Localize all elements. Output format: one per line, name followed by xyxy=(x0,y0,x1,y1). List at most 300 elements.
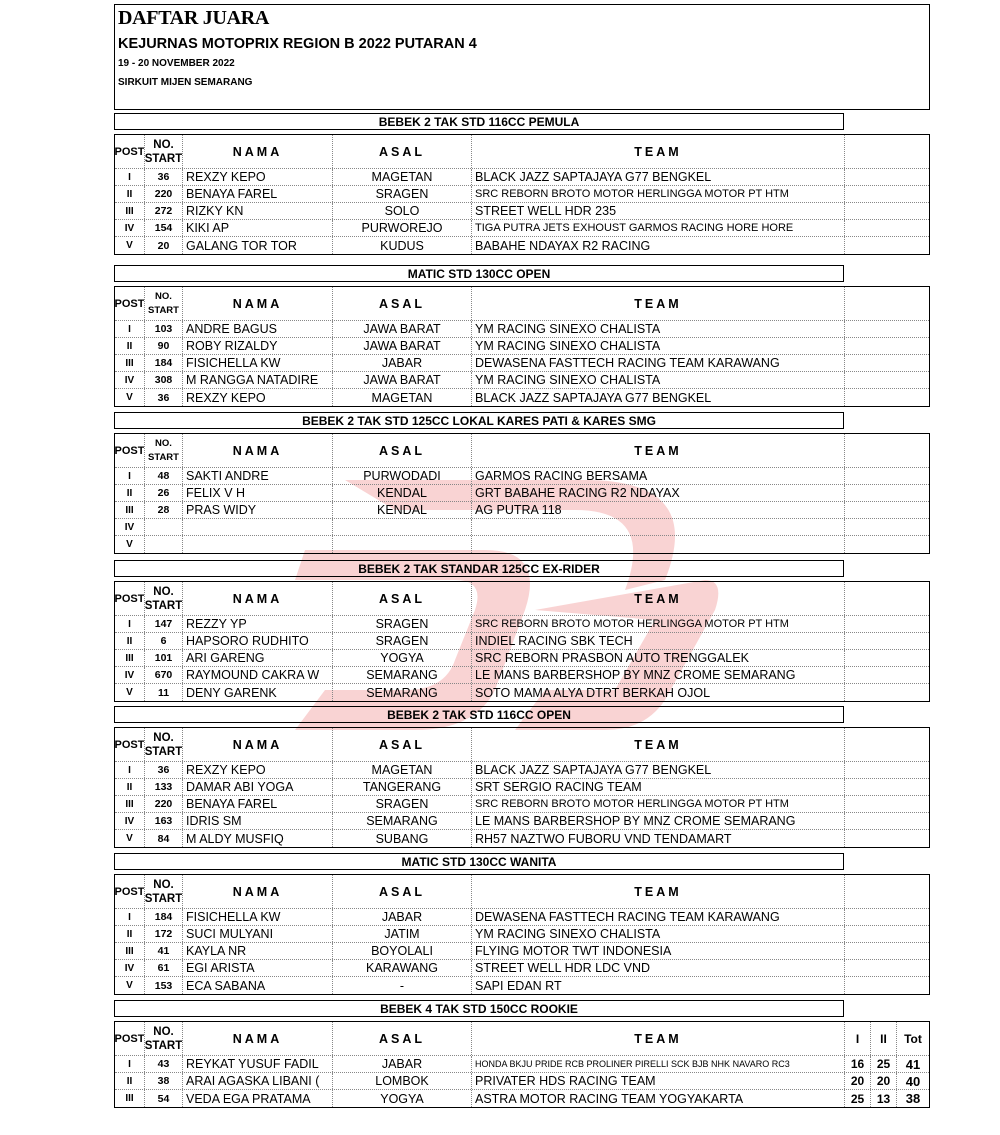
start-number: 272 xyxy=(145,203,183,219)
rider-team: SOTO MAMA ALYA DTRT BERKAH OJOL xyxy=(472,684,845,701)
table-row xyxy=(115,1073,929,1090)
rider-origin: MAGETAN xyxy=(333,389,472,406)
rider-name: ANDRE BAGUS xyxy=(183,321,333,337)
rider-name: HAPSORO RUDHITO xyxy=(183,633,333,649)
empty-cell xyxy=(845,616,929,632)
table-row xyxy=(115,468,929,485)
rider-name: REZZY YP xyxy=(183,616,333,632)
category-title: BEBEK 4 TAK STD 150CC ROOKIE xyxy=(114,1000,844,1017)
rider-name: SAKTI ANDRE xyxy=(183,468,333,484)
rider-origin: JABAR xyxy=(333,1056,472,1072)
empty-cell xyxy=(845,813,929,829)
empty-cell xyxy=(845,389,929,406)
start-number: 103 xyxy=(145,321,183,337)
table-row xyxy=(115,633,929,650)
empty-cell xyxy=(845,338,929,354)
table-row xyxy=(115,237,929,254)
col-header-race2: II xyxy=(871,1022,897,1055)
col-header-no: NO. xyxy=(153,585,174,598)
rider-origin: MAGETAN xyxy=(333,169,472,185)
empty-cell xyxy=(845,485,929,501)
rider-origin: TANGERANG xyxy=(333,779,472,795)
results-table xyxy=(114,134,930,255)
rider-origin: KENDAL xyxy=(333,485,472,501)
table-row xyxy=(115,909,929,926)
rider-name: KIKI AP xyxy=(183,220,333,236)
rider-origin xyxy=(333,519,472,535)
col-header-pos: POST xyxy=(115,875,145,908)
results-table xyxy=(114,1021,930,1108)
col-header-pos: POST xyxy=(115,1022,145,1055)
col-header-nama: NAMA xyxy=(183,582,333,615)
rider-team xyxy=(472,536,845,553)
empty-cell xyxy=(845,796,929,812)
col-header-race1: I xyxy=(845,1022,871,1055)
rider-origin: SUBANG xyxy=(333,830,472,847)
category-title: BEBEK 2 TAK STD 125CC LOKAL KARES PATI & KARES SMG xyxy=(114,412,844,429)
rider-team: YM RACING SINEXO CHALISTA xyxy=(472,926,845,942)
rider-team: GARMOS RACING BERSAMA xyxy=(472,468,845,484)
table-row xyxy=(115,389,929,406)
col-header-team: TEAM xyxy=(472,728,845,761)
rider-name: REXZY KEPO xyxy=(183,169,333,185)
empty-cell xyxy=(845,926,929,942)
table-header-row xyxy=(115,875,929,909)
category-title: BEBEK 2 TAK STD 116CC OPEN xyxy=(114,706,844,723)
rider-origin: JABAR xyxy=(333,909,472,925)
results-table xyxy=(114,727,930,848)
empty-cell xyxy=(845,684,929,701)
start-number: 36 xyxy=(145,389,183,406)
rider-team: BLACK JAZZ SAPTAJAYA G77 BENGKEL xyxy=(472,762,845,778)
table-row xyxy=(115,762,929,779)
start-number: 670 xyxy=(145,667,183,683)
position: III xyxy=(115,650,145,666)
rider-name: FISICHELLA KW xyxy=(183,355,333,371)
total-points: 38 xyxy=(905,1091,921,1106)
col-header-start: START xyxy=(145,892,183,905)
table-row xyxy=(115,169,929,186)
rider-origin: JAWA BARAT xyxy=(333,372,472,388)
rider-origin: MAGETAN xyxy=(333,762,472,778)
rider-origin: SRAGEN xyxy=(333,616,472,632)
table-header-row xyxy=(115,434,929,468)
col-header-team: TEAM xyxy=(472,875,845,908)
position: IV xyxy=(115,519,145,535)
position: I xyxy=(115,909,145,925)
table-header-row xyxy=(115,728,929,762)
race1-points: 16 xyxy=(845,1056,871,1072)
col-header-no: NO. xyxy=(153,878,174,891)
empty-cell xyxy=(845,667,929,683)
table-row xyxy=(115,321,929,338)
start-number: 153 xyxy=(145,977,183,994)
empty-cell xyxy=(845,186,929,202)
rider-origin: KARAWANG xyxy=(333,960,472,976)
col-header-no-start xyxy=(145,135,183,168)
category-title: BEBEK 2 TAK STANDAR 125CC EX-RIDER xyxy=(114,560,844,577)
start-number: 43 xyxy=(145,1056,183,1072)
rider-team: YM RACING SINEXO CHALISTA xyxy=(472,338,845,354)
rider-origin: KENDAL xyxy=(333,502,472,518)
position: V xyxy=(115,237,145,254)
col-header-start: START xyxy=(145,745,183,758)
empty-cell xyxy=(845,321,929,337)
empty-cell xyxy=(845,220,929,236)
position: II xyxy=(115,926,145,942)
col-header-asal: ASAL xyxy=(333,434,472,467)
rider-team: DEWASENA FASTTECH RACING TEAM KARAWANG xyxy=(472,909,845,925)
col-header-pos: POST xyxy=(115,135,145,168)
col-header-no: NO. xyxy=(153,138,174,151)
empty-cell xyxy=(845,502,929,518)
position: IV xyxy=(115,813,145,829)
rider-team: HONDA BKJU PRIDE RCB PROLINER PIRELLI SCK BJB NHK NAVARO RC3 xyxy=(472,1056,845,1072)
empty-cell xyxy=(845,169,929,185)
col-header-asal: ASAL xyxy=(333,135,472,168)
rider-name xyxy=(183,519,333,535)
rider-name: ARI GARENG xyxy=(183,650,333,666)
col-header-nama: NAMA xyxy=(183,135,333,168)
empty-cell xyxy=(845,372,929,388)
start-number: 172 xyxy=(145,926,183,942)
rider-origin: SEMARANG xyxy=(333,813,472,829)
results-section xyxy=(114,265,930,407)
col-header-team: TEAM xyxy=(472,287,845,320)
table-row xyxy=(115,519,929,536)
col-header-asal: ASAL xyxy=(333,287,472,320)
col-header-no: NO. xyxy=(153,731,174,744)
rider-name: ARAI AGASKA LIBANI ( xyxy=(183,1073,333,1089)
results-section xyxy=(114,412,930,554)
position: II xyxy=(115,485,145,501)
rider-team: LE MANS BARBERSHOP BY MNZ CROME SEMARANG xyxy=(472,667,845,683)
col-header-team: TEAM xyxy=(472,582,845,615)
col-header-no: NO. xyxy=(155,290,172,302)
col-header-start: START xyxy=(145,1039,183,1052)
position: II xyxy=(115,633,145,649)
col-header-pos: POST xyxy=(115,287,145,320)
rider-team: SRC REBORN PRASBON AUTO TRENGGALEK xyxy=(472,650,845,666)
position: V xyxy=(115,830,145,847)
col-header-no-start xyxy=(145,1022,183,1055)
table-header-row xyxy=(115,135,929,169)
position: I xyxy=(115,616,145,632)
table-row xyxy=(115,926,929,943)
empty-cell xyxy=(845,960,929,976)
race2-points: 20 xyxy=(871,1073,897,1089)
rider-origin: JAWA BARAT xyxy=(333,321,472,337)
start-number: 61 xyxy=(145,960,183,976)
results-table xyxy=(114,874,930,995)
start-number: 84 xyxy=(145,830,183,847)
start-number xyxy=(145,519,183,535)
col-header-no-start xyxy=(145,287,183,320)
category-title: MATIC STD 130CC WANITA xyxy=(114,853,844,870)
col-header-no-start xyxy=(145,875,183,908)
table-row xyxy=(115,338,929,355)
results-section xyxy=(114,560,930,702)
col-header-start: START xyxy=(148,451,179,463)
table-header-row xyxy=(115,1022,929,1056)
empty-cell xyxy=(845,977,929,994)
start-number xyxy=(145,536,183,553)
col-header-start: START xyxy=(148,304,179,316)
table-row xyxy=(115,650,929,667)
rider-team: BLACK JAZZ SAPTAJAYA G77 BENGKEL xyxy=(472,389,845,406)
rider-origin: SRAGEN xyxy=(333,186,472,202)
position: III xyxy=(115,1090,145,1107)
rider-origin: YOGYA xyxy=(333,1090,472,1107)
col-header-team: TEAM xyxy=(472,135,845,168)
col-header-no-start xyxy=(145,582,183,615)
position: IV xyxy=(115,372,145,388)
table-row xyxy=(115,355,929,372)
event-date: 19 - 20 NOVEMBER 2022 xyxy=(118,58,235,69)
col-header-no: NO. xyxy=(155,437,172,449)
position: I xyxy=(115,468,145,484)
col-header-nama: NAMA xyxy=(183,1022,333,1055)
table-row xyxy=(115,830,929,847)
event-venue: SIRKUIT MIJEN SEMARANG xyxy=(118,77,253,88)
position: III xyxy=(115,943,145,959)
table-row xyxy=(115,1090,929,1107)
position: V xyxy=(115,536,145,553)
table-row xyxy=(115,186,929,203)
col-header-asal: ASAL xyxy=(333,875,472,908)
table-row xyxy=(115,796,929,813)
rider-name: RIZKY KN xyxy=(183,203,333,219)
start-number: 26 xyxy=(145,485,183,501)
empty-cell xyxy=(845,519,929,535)
category-title: MATIC STD 130CC OPEN xyxy=(114,265,844,282)
col-header-start: START xyxy=(145,152,183,165)
start-number: 220 xyxy=(145,796,183,812)
rider-origin: SOLO xyxy=(333,203,472,219)
table-row xyxy=(115,684,929,701)
start-number: 154 xyxy=(145,220,183,236)
empty-cell xyxy=(845,830,929,847)
rider-name: SUCI MULYANI xyxy=(183,926,333,942)
results-table xyxy=(114,433,930,554)
rider-origin: BOYOLALI xyxy=(333,943,472,959)
col-header-asal: ASAL xyxy=(333,1022,472,1055)
table-row xyxy=(115,220,929,237)
start-number: 147 xyxy=(145,616,183,632)
rider-team: SRC REBORN BROTO MOTOR HERLINGGA MOTOR PT HTM xyxy=(472,796,845,812)
empty-cell xyxy=(845,468,929,484)
results-section xyxy=(114,113,930,255)
rider-origin: - xyxy=(333,977,472,994)
col-header-pos: POST xyxy=(115,728,145,761)
col-header-asal: ASAL xyxy=(333,728,472,761)
start-number: 36 xyxy=(145,169,183,185)
rider-name: M RANGGA NATADIRE xyxy=(183,372,333,388)
rider-team: DEWASENA FASTTECH RACING TEAM KARAWANG xyxy=(472,355,845,371)
rider-name: ECA SABANA xyxy=(183,977,333,994)
rider-team: STREET WELL HDR LDC VND xyxy=(472,960,845,976)
start-number: 11 xyxy=(145,684,183,701)
rider-origin: YOGYA xyxy=(333,650,472,666)
rider-name: M ALDY MUSFIQ xyxy=(183,830,333,847)
rider-name: DAMAR ABI YOGA xyxy=(183,779,333,795)
table-row xyxy=(115,943,929,960)
empty-cell xyxy=(845,135,929,168)
rider-team: SAPI EDAN RT xyxy=(472,977,845,994)
start-number: 54 xyxy=(145,1090,183,1107)
empty-cell xyxy=(845,943,929,959)
col-header-pos: POST xyxy=(115,434,145,467)
rider-team: BABAHE NDAYAX R2 RACING xyxy=(472,237,845,254)
rider-name xyxy=(183,536,333,553)
rider-name: BENAYA FAREL xyxy=(183,796,333,812)
table-row xyxy=(115,616,929,633)
rider-team: YM RACING SINEXO CHALISTA xyxy=(472,372,845,388)
empty-cell xyxy=(845,434,929,467)
race1-points: 25 xyxy=(845,1090,871,1107)
empty-cell xyxy=(845,909,929,925)
rider-name: VEDA EGA PRATAMA xyxy=(183,1090,333,1107)
event-name: KEJURNAS MOTOPRIX REGION B 2022 PUTARAN 4 xyxy=(118,36,477,52)
empty-cell xyxy=(845,779,929,795)
start-number: 41 xyxy=(145,943,183,959)
rider-team: AG PUTRA 118 xyxy=(472,502,845,518)
position: IV xyxy=(115,667,145,683)
col-header-asal: ASAL xyxy=(333,582,472,615)
rider-origin: JABAR xyxy=(333,355,472,371)
col-header-no-start xyxy=(145,434,183,467)
col-header-nama: NAMA xyxy=(183,728,333,761)
start-number: 38 xyxy=(145,1073,183,1089)
rider-team: SRC REBORN BROTO MOTOR HERLINGGA MOTOR PT HTM xyxy=(472,616,845,632)
empty-cell xyxy=(845,237,929,254)
rider-name: GALANG TOR TOR xyxy=(183,237,333,254)
start-number: 184 xyxy=(145,355,183,371)
results-table xyxy=(114,286,930,407)
empty-cell xyxy=(845,650,929,666)
start-number: 133 xyxy=(145,779,183,795)
col-header-pos: POST xyxy=(115,582,145,615)
table-row xyxy=(115,667,929,684)
position: II xyxy=(115,779,145,795)
rider-name: FISICHELLA KW xyxy=(183,909,333,925)
results-section xyxy=(114,1000,930,1108)
race2-points: 13 xyxy=(871,1090,897,1107)
position: V xyxy=(115,684,145,701)
total-points: 41 xyxy=(905,1056,921,1072)
position: I xyxy=(115,169,145,185)
rider-name: KAYLA NR xyxy=(183,943,333,959)
position: III xyxy=(115,502,145,518)
position: III xyxy=(115,203,145,219)
rider-name: REYKAT YUSUF FADIL xyxy=(183,1056,333,1072)
start-number: 184 xyxy=(145,909,183,925)
empty-cell xyxy=(845,287,929,320)
table-row xyxy=(115,485,929,502)
rider-name: ROBY RIZALDY xyxy=(183,338,333,354)
rider-name: IDRIS SM xyxy=(183,813,333,829)
table-row xyxy=(115,502,929,519)
col-header-no: NO. xyxy=(153,1025,174,1038)
position: III xyxy=(115,355,145,371)
rider-origin: JAWA BARAT xyxy=(333,338,472,354)
rider-team: INDIEL RACING SBK TECH xyxy=(472,633,845,649)
empty-cell xyxy=(845,203,929,219)
category-title: BEBEK 2 TAK STD 116CC PEMULA xyxy=(114,113,844,130)
results-table xyxy=(114,581,930,702)
rider-team: FLYING MOTOR TWT INDONESIA xyxy=(472,943,845,959)
rider-name: PRAS WIDY xyxy=(183,502,333,518)
rider-origin: LOMBOK xyxy=(333,1073,472,1089)
col-header-no-start xyxy=(145,728,183,761)
race1-points: 20 xyxy=(845,1073,871,1089)
position: IV xyxy=(115,220,145,236)
position: II xyxy=(115,186,145,202)
col-header-team: TEAM xyxy=(472,1022,845,1055)
position: II xyxy=(115,338,145,354)
rider-origin: SEMARANG xyxy=(333,667,472,683)
empty-cell xyxy=(845,762,929,778)
position: I xyxy=(115,1056,145,1072)
table-row xyxy=(115,203,929,220)
position: I xyxy=(115,321,145,337)
rider-team: SRT SERGIO RACING TEAM xyxy=(472,779,845,795)
rider-team: LE MANS BARBERSHOP BY MNZ CROME SEMARANG xyxy=(472,813,845,829)
col-header-nama: NAMA xyxy=(183,287,333,320)
rider-team: SRC REBORN BROTO MOTOR HERLINGGA MOTOR PT HTM xyxy=(472,186,845,202)
start-number: 28 xyxy=(145,502,183,518)
position: II xyxy=(115,1073,145,1089)
rider-team: GRT BABAHE RACING R2 NDAYAX xyxy=(472,485,845,501)
rider-name: REXZY KEPO xyxy=(183,762,333,778)
rider-team: YM RACING SINEXO CHALISTA xyxy=(472,321,845,337)
table-row xyxy=(115,960,929,977)
rider-team: RH57 NAZTWO FUBORU VND TENDAMART xyxy=(472,830,845,847)
results-document xyxy=(114,4,930,110)
empty-cell xyxy=(845,728,929,761)
rider-origin: PURWODADI xyxy=(333,468,472,484)
col-header-nama: NAMA xyxy=(183,875,333,908)
position: V xyxy=(115,977,145,994)
rider-origin: SEMARANG xyxy=(333,684,472,701)
rider-name: REXZY KEPO xyxy=(183,389,333,406)
col-header-total: Tot xyxy=(904,1031,922,1046)
start-number: 101 xyxy=(145,650,183,666)
empty-cell xyxy=(845,536,929,553)
position: IV xyxy=(115,960,145,976)
document-header xyxy=(114,4,930,110)
position: III xyxy=(115,796,145,812)
empty-cell xyxy=(845,875,929,908)
start-number: 36 xyxy=(145,762,183,778)
col-header-nama: NAMA xyxy=(183,434,333,467)
table-row xyxy=(115,779,929,796)
table-row xyxy=(115,977,929,994)
start-number: 90 xyxy=(145,338,183,354)
total-points: 40 xyxy=(905,1073,921,1089)
rider-name: BENAYA FAREL xyxy=(183,186,333,202)
table-row xyxy=(115,1056,929,1073)
empty-cell xyxy=(845,582,929,615)
rider-name: FELIX V H xyxy=(183,485,333,501)
results-section xyxy=(114,706,930,848)
empty-cell xyxy=(845,355,929,371)
rider-origin: KUDUS xyxy=(333,237,472,254)
rider-name: DENY GARENK xyxy=(183,684,333,701)
rider-team: TIGA PUTRA JETS EXHOUST GARMOS RACING HORE HORE xyxy=(472,220,845,236)
results-section xyxy=(114,853,930,995)
rider-team: STREET WELL HDR 235 xyxy=(472,203,845,219)
